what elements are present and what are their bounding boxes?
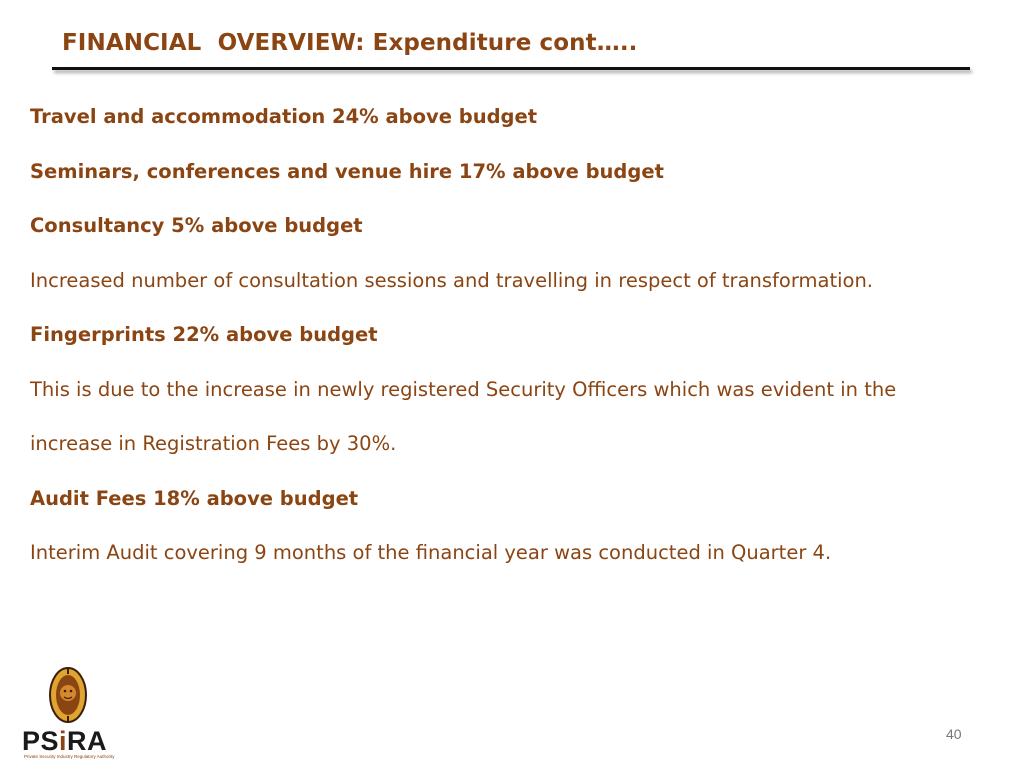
slide-title: FINANCIAL OVERVIEW: Expenditure cont….. bbox=[62, 30, 638, 56]
logo-subtitle: Private Security Industry Regulatory Authority bbox=[24, 754, 115, 759]
lion-shield-icon bbox=[48, 666, 88, 724]
section-text: This is due to the increase in newly registered Security Officers which was evident in the bbox=[30, 378, 897, 401]
page-number: 40 bbox=[946, 726, 962, 742]
section-text: increase in Registration Fees by 30%. bbox=[30, 432, 397, 455]
section-heading: Seminars, conferences and venue hire 17% above budget bbox=[30, 160, 664, 183]
section-text: Increased number of consultation sessions and travelling in respect of transformation. bbox=[30, 269, 874, 292]
title-underline bbox=[52, 67, 970, 70]
section-text: Interim Audit covering 9 months of the financial year was conducted in Quarter 4. bbox=[30, 541, 832, 564]
psira-logo bbox=[22, 666, 118, 762]
section-heading: Fingerprints 22% above budget bbox=[30, 323, 378, 346]
section-heading: Audit Fees 18% above budget bbox=[30, 487, 359, 510]
section-heading: Travel and accommodation 24% above budget bbox=[30, 105, 538, 128]
section-heading: Consultancy 5% above budget bbox=[30, 214, 363, 237]
logo-wordmark: PSiRA bbox=[22, 726, 108, 756]
